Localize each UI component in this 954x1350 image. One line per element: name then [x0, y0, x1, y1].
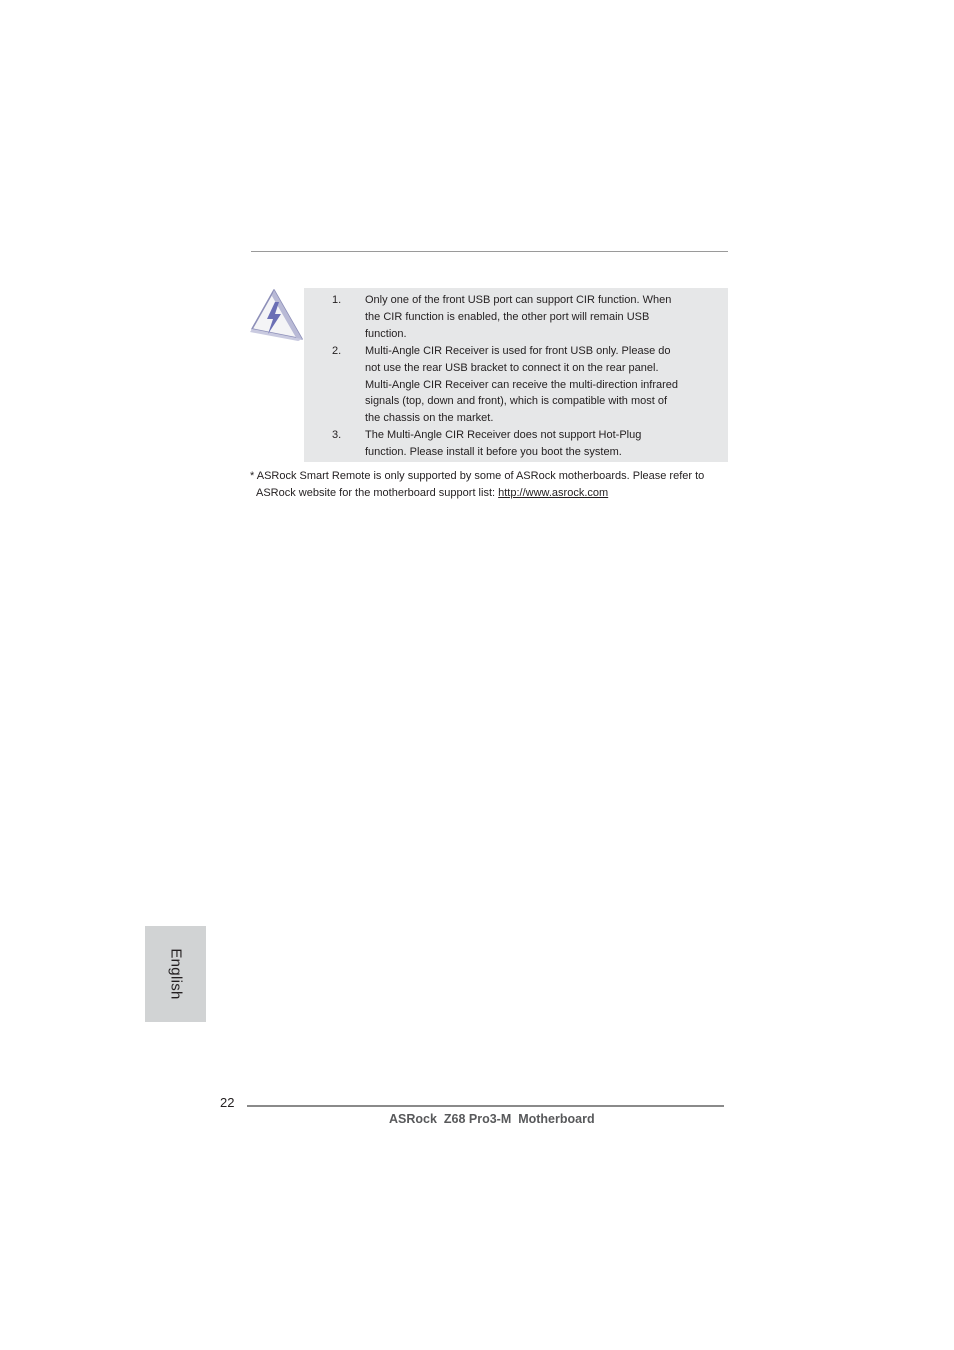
footnote-line-2-text: ASRock website for the motherboard support list: — [256, 487, 499, 499]
note-line: signals (top, down and front), which is compatible with most of — [365, 395, 668, 408]
footer-divider — [247, 1105, 724, 1107]
footnote — [250, 468, 730, 502]
note-number: 3. — [332, 429, 342, 442]
note-number: 2. — [332, 344, 342, 357]
language-side-tab — [145, 926, 206, 1022]
note-list — [304, 292, 728, 461]
note-item-1 — [304, 292, 728, 343]
footnote-line-1: * ASRock Smart Remote is only supported by some of ASRock motherboards. Please refer to — [250, 470, 705, 482]
note-line: Multi-Angle CIR Receiver is used for front USB only. Please do — [365, 344, 671, 357]
note-item-2 — [304, 343, 728, 428]
footer-title: ASRock Z68 Pro3-M Motherboard — [389, 1112, 595, 1126]
asrock-website-link[interactable]: http://www.asrock.com — [498, 487, 609, 499]
footnote-line-2 — [250, 485, 730, 502]
note-line: the CIR function is enabled, the other port will remain USB — [365, 310, 650, 323]
note-line: function. — [365, 327, 407, 340]
note-line: Multi-Angle CIR Receiver can receive the multi-direction infrared — [365, 378, 679, 391]
language-tab-label: English — [167, 948, 184, 1000]
note-line: not use the rear USB bracket to connect it on the rear panel. — [365, 361, 659, 374]
note-item-3 — [304, 427, 728, 461]
note-line: Only one of the front USB port can support CIR function. When — [365, 294, 672, 306]
note-line: the chassis on the market. — [365, 412, 494, 425]
top-divider — [251, 251, 728, 252]
note-line: function. Please install it before you boot the system. — [365, 446, 622, 459]
note-line: The Multi-Angle CIR Receiver does not support Hot-Plug — [365, 429, 642, 442]
warning-triangle-icon — [248, 288, 304, 342]
note-number: 1. — [332, 294, 342, 306]
page-number: 22 — [220, 1095, 235, 1110]
warning-note-box — [304, 288, 728, 462]
